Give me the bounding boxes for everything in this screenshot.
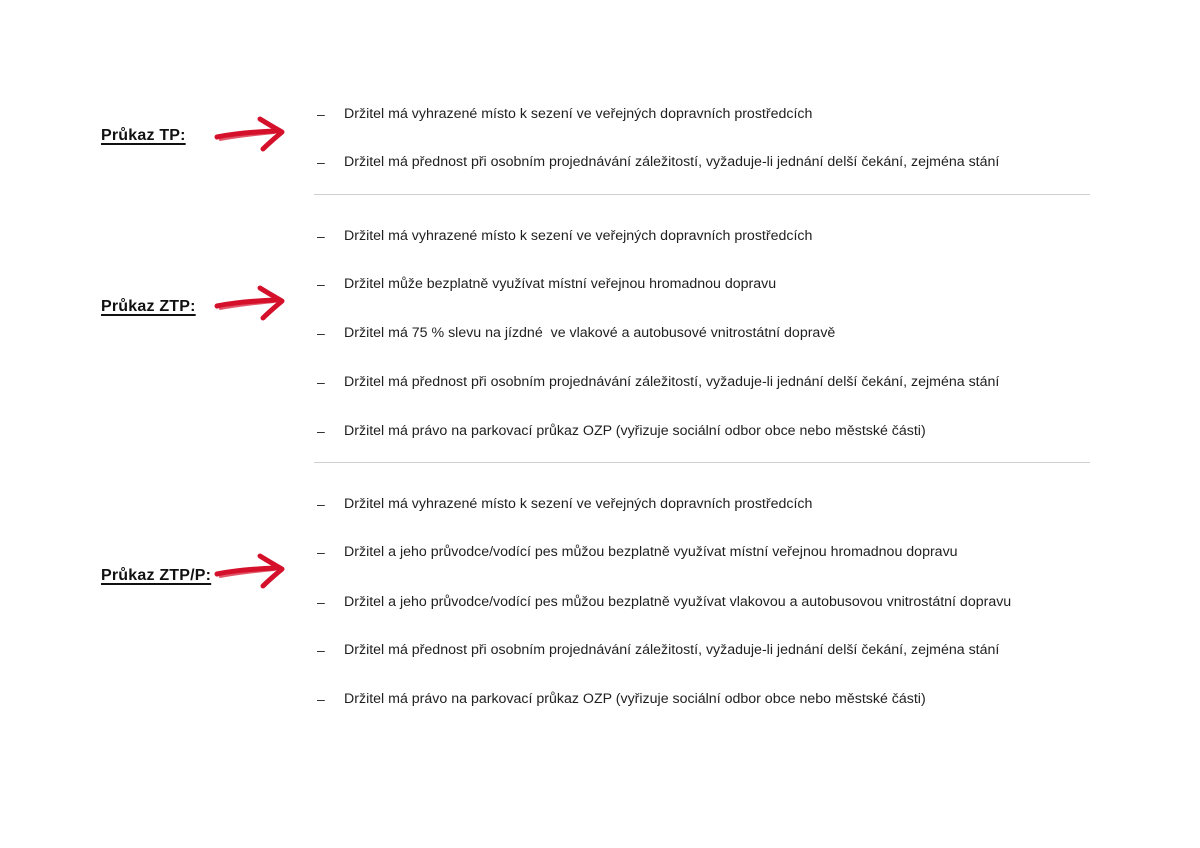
section-label-tp: Průkaz TP: — [101, 127, 186, 144]
list-item — [317, 226, 812, 246]
red-arrow-right-icon — [214, 553, 286, 591]
list-item — [317, 274, 776, 294]
list-item-text: Držitel má vyhrazené místo k sezení ve veřejných dopravních prostředcích — [344, 228, 813, 244]
list-item — [317, 689, 926, 709]
section-divider — [314, 462, 1090, 463]
red-arrow-right-icon — [214, 116, 286, 154]
list-item — [317, 494, 812, 514]
bullet-dash: – — [317, 496, 325, 512]
list-item-text: Držitel má právo na parkovací průkaz OZP (vyřizuje sociální odbor obce nebo městské části) — [344, 691, 926, 707]
list-item-text: Držitel má přednost při osobním projednávání záležitostí, vyžaduje-li jednání delší čekání, zejména stání — [344, 642, 1000, 658]
red-arrow-right-icon — [214, 285, 286, 323]
list-item-text: Držitel má 75 % slevu na jízdné ve vlakové a autobusové vnitrostátní dopravě — [344, 325, 836, 341]
bullet-dash: – — [317, 642, 325, 658]
bullet-dash: – — [317, 325, 325, 341]
section-label-ztp: Průkaz ZTP: — [101, 298, 196, 315]
list-item — [317, 542, 958, 562]
bullet-dash: – — [317, 106, 325, 122]
list-item — [317, 104, 812, 124]
list-item — [317, 592, 1011, 612]
list-item-text: Držitel má vyhrazené místo k sezení ve veřejných dopravních prostředcích — [344, 496, 813, 512]
bullet-dash: – — [317, 374, 325, 390]
bullet-dash: – — [317, 544, 325, 560]
bullet-dash: – — [317, 276, 325, 292]
bullet-dash: – — [317, 154, 325, 170]
list-item — [317, 323, 835, 343]
bullet-dash: – — [317, 228, 325, 244]
section-label-ztp-p: Průkaz ZTP/P: — [101, 567, 212, 584]
list-item — [317, 152, 999, 172]
bullet-dash: – — [317, 691, 325, 707]
list-item-text: Držitel a jeho průvodce/vodící pes můžou bezplatně využívat místní veřejnou hromadnou dopravu — [344, 544, 958, 560]
list-item-text: Držitel má přednost při osobním projednávání záležitostí, vyžaduje-li jednání delší čekání, zejména stání — [344, 374, 1000, 390]
bullet-dash: – — [317, 594, 325, 610]
list-item — [317, 372, 999, 392]
bullet-dash: – — [317, 423, 325, 439]
section-divider — [314, 194, 1090, 195]
list-item-text: Držitel a jeho průvodce/vodící pes můžou bezplatně využívat vlakovou a autobusovou vnitrostátní dopravu — [344, 594, 1012, 610]
list-item-text: Držitel má právo na parkovací průkaz OZP (vyřizuje sociální odbor obce nebo městské části) — [344, 423, 926, 439]
list-item-text: Držitel má přednost při osobním projednávání záležitostí, vyžaduje-li jednání delší čekání, zejména stání — [344, 154, 1000, 170]
list-item — [317, 421, 926, 441]
list-item-text: Držitel má vyhrazené místo k sezení ve veřejných dopravních prostředcích — [344, 106, 813, 122]
list-item — [317, 640, 999, 660]
list-item-text: Držitel může bezplatně využívat místní veřejnou hromadnou dopravu — [344, 276, 777, 292]
